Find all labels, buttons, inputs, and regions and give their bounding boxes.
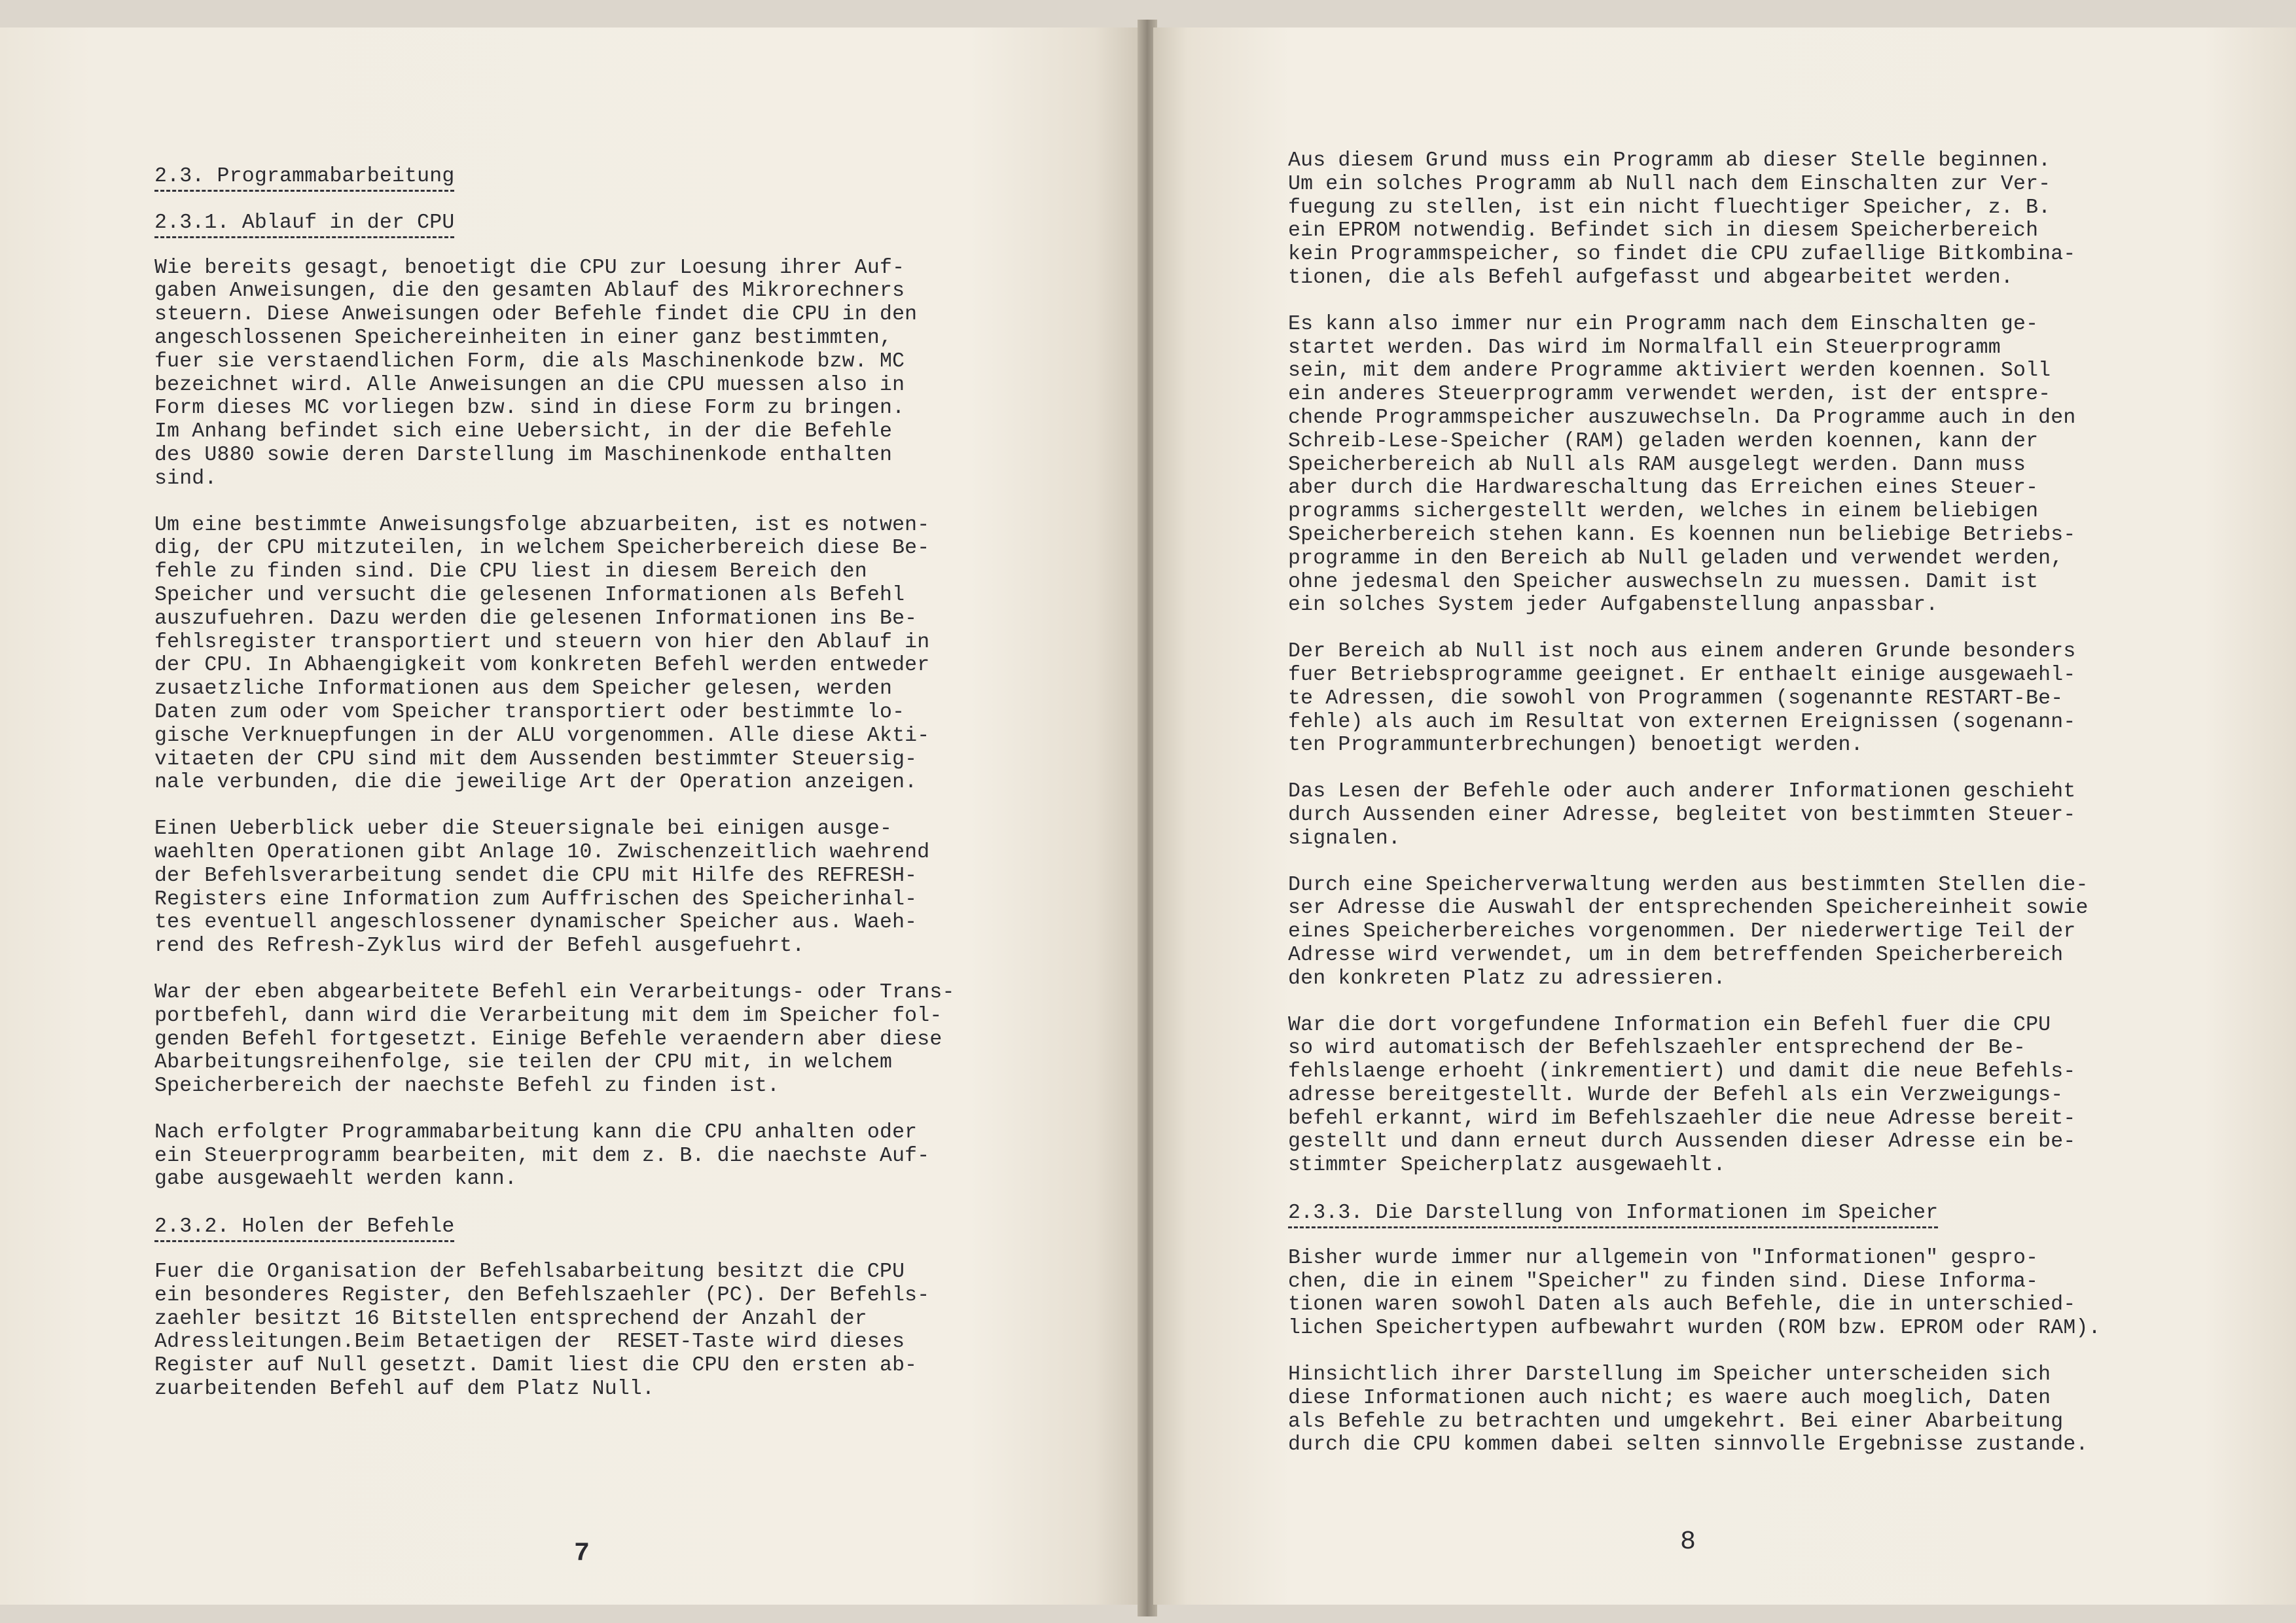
paragraph: Einen Ueberblick ueber die Steuersignale bei einigen ausge- waehlten Operationen gibt Anlage 10. Zwischenzeitlich waehrend der Befehlsverarbeitung sendet die CPU mit Hilfe des REFRESH- Registers eine Information zum Auffrischen des Speicherinhal- tes eventuell angeschlossener dynamischer Speicher aus. Waeh- rend des Refresh-Zyklus wird der Befehl ausgefuehrt. [154, 817, 930, 958]
section-heading: 2.3. Programmabarbeitung [154, 165, 454, 192]
paragraph: Fuer die Organisation der Befehlsabarbeitung besitzt die CPU ein besonderes Register, den Befehlszaehler (PC). Der Befehls- zaehler besitzt 16 Bitstellen entsprechend der Anzahl der Adressleitungen.Beim Betaetigen der RESET-Taste wird dieses Register auf Null gesetzt. Damit liest die CPU den ersten ab- zuarbeitenden Befehl auf dem Platz Null. [154, 1260, 930, 1401]
paragraph: War die dort vorgefundene Information ein Befehl fuer die CPU so wird automatisch der Befehlszaehler entsprechend der Be- fehlslaenge erhoeht (inkrementiert) und damit die neue Befehls- adresse bereitgestellt. Wurde der Befehl als ein Verzweigungs- befehl erkannt, wird im Befehlszaehler die neue Adresse bereit- gestellt und dann erneut durch Aussenden dieser Adresse ein be- stimmter Speicherplatz ausgewaehlt. [1288, 1013, 2076, 1177]
paragraph: Aus diesem Grund muss ein Programm ab dieser Stelle beginnen. Um ein solches Programm ab Null nach dem Einschalten zur Ver- fuegung zu stellen, ist ein nicht fluechtiger Speicher, z. B. ein EPROM notwendig. Befindet sich in diesem Speicherbereich kein Programmspeicher, so findet die CPU zufaellige Bitkombina- tionen, die als Befehl aufgefasst und abgearbeitet werden. [1288, 149, 2076, 289]
subsection-heading-darstellung: 2.3.3. Die Darstellung von Informationen im Speicher [1288, 1202, 1938, 1228]
subsection-heading-holen: 2.3.2. Holen der Befehle [154, 1215, 454, 1242]
paragraph: Hinsichtlich ihrer Darstellung im Speicher unterscheiden sich diese Informationen auch nicht; es waere auch moeglich, Daten als Befehle zu betrachten und umgekehrt. Bei einer Abarbeitung durch die CPU kommen dabei selten sinnvolle Ergebnisse zustande. [1288, 1363, 2089, 1457]
paragraph: Bisher wurde immer nur allgemein von "Informationen" gespro- chen, die in einem "Speicher" zu finden sind. Diese Informa- tionen waren sowohl Daten als auch Befehle, die in unterschied- lichen Speichertypen aufbewahrt wurden (ROM bzw. EPROM oder RAM). [1288, 1246, 2101, 1340]
paragraph: War der eben abgearbeitete Befehl ein Verarbeitungs- oder Trans- portbefehl, dann wird die Verarbeitung mit dem im Speicher fol- genden Befehl fortgesetzt. Einige Befehle veraendern aber diese Abarbeitungsreihenfolge, sie teilen der CPU mit, in welchem Speicherbereich der naechste Befehl zu finden ist. [154, 980, 955, 1098]
page-number-left: 7 [574, 1539, 590, 1569]
paragraph: Nach erfolgter Programmabarbeitung kann die CPU anhalten oder ein Steuerprogramm bearbeiten, mit dem z. B. die naechste Auf- gabe ausgewaehlt werden kann. [154, 1120, 930, 1191]
page-number-right: 8 [1680, 1527, 1696, 1557]
subsection-heading-ablauf: 2.3.1. Ablauf in der CPU [154, 211, 454, 238]
left-page [0, 27, 1140, 1605]
paragraph: Wie bereits gesagt, benoetigt die CPU zur Loesung ihrer Auf- gaben Anweisungen, die den gesamten Ablauf des Mikrorechners steuern. Diese Anweisungen oder Befehle findet die CPU in den angeschlossenen Speichereinheiten in einer ganz bestimmten, fuer sie verstaendlichen Form, die als Maschinenkode bzw. MC bezeichnet wird. Alle Anweisungen an die CPU muessen also in Form dieses MC vorliegen bzw. sind in diese Form zu bringen. Im Anhang befindet sich eine Uebersicht, in der die Befehle des U880 sowie deren Darstellung im Maschinenkode enthalten sind. [154, 256, 918, 490]
right-page [1153, 27, 2296, 1605]
paragraph: Es kann also immer nur ein Programm nach dem Einschalten ge- startet werden. Das wird im Normalfall ein Steuerprogramm sein, mit dem andere Programme aktiviert werden koennen. Soll ein anderes Steuerprogramm verwendet werden, ist der entspre- chende Programmspeicher auszuwechseln. Da Programme auch in den Schreib-Lese-Speicher (RAM) geladen werden koennen, kann der Speicherbereich ab Null als RAM ausgelegt werden. Dann muss aber durch die Hardwareschaltung das Erreichen eines Steuer- programms sichergestellt werden, welches in einem beliebigen Speicherbereich stehen kann. Es koennen nun beliebige Betriebs- programme in den Bereich ab Null geladen und verwendet werden, ohne jedesmal den Speicher auswechseln zu muessen. Damit ist ein solches System jeder Aufgabenstellung anpassbar. [1288, 312, 2076, 617]
paragraph: Der Bereich ab Null ist noch aus einem anderen Grunde besonders fuer Betriebsprogramme geeignet. Er enthaelt einige ausgewaehl- te Adressen, die sowohl von Programmen (sogenannte RESTART-Be- fehle) als auch im Resultat von externen Ereignissen (sogenann- ten Programmunterbrechungen) benoetigt werden. [1288, 640, 2076, 757]
paragraph: Das Lesen der Befehle oder auch anderer Informationen geschieht durch Aussenden einer Adresse, begleitet von bestimmten Steuer- signalen. [1288, 780, 2076, 850]
left-page-body [154, 158, 955, 1424]
paragraph: Um eine bestimmte Anweisungsfolge abzuarbeiten, ist es notwen- dig, der CPU mitzuteilen, in welchem Speicherbereich diese Be- fehle zu finden sind. Die CPU liest in diesem Bereich den Speicher und versucht die gelesenen Informationen als Befehl auszufuehren. Dazu werden die gelesenen Informationen ins Be- fehlsregister transportiert und steuern von hier den Ablauf in der CPU. In Abhaengigkeit vom konkreten Befehl werden entweder zusaetzliche Informationen aus dem Speicher gelesen, werden Daten zum oder vom Speicher transportiert oder bestimmte lo- gische Verknuepfungen in der ALU vorgenommen. Alle diese Akti- vitaeten der CPU sind mit dem Aussenden bestimmter Steuersig- nale verbunden, die die jeweilige Art der Operation anzeigen. [154, 513, 930, 794]
paragraph: Durch eine Speicherverwaltung werden aus bestimmten Stellen die- ser Adresse die Auswahl der entsprechenden Speichereinheit sowie eines Speicherbereiches vorgenommen. Der niederwertige Teil der Adresse wird verwendet, um in dem betreffenden Speicherbereich den konkreten Platz zu adressieren. [1288, 873, 2089, 990]
right-page-body [1288, 149, 2101, 1480]
